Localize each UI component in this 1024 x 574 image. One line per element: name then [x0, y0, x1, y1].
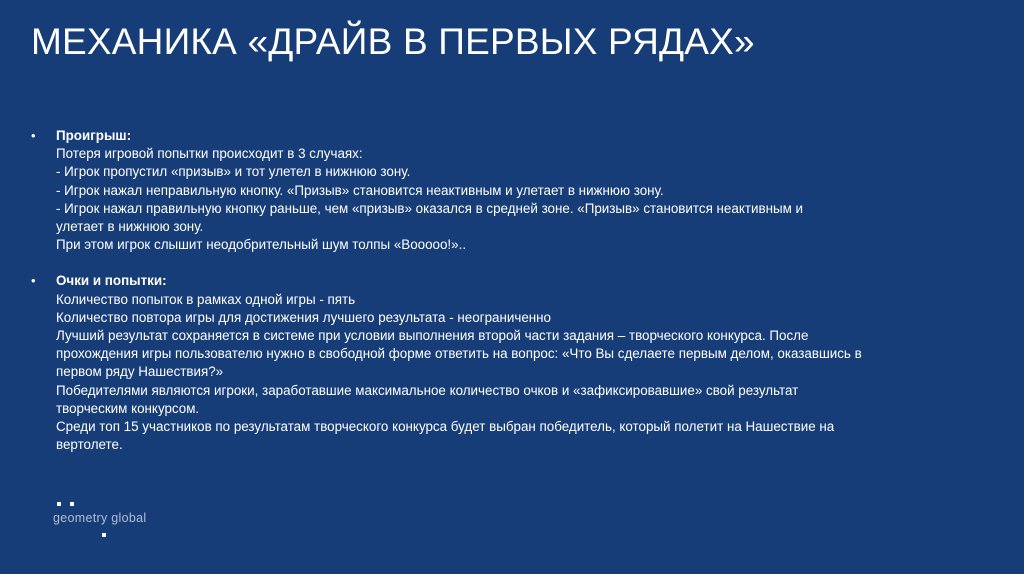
section-line: - Игрок нажал правильную кнопку раньше, чем «призыв» оказался в средней зоне. «Призыв» становится неактивным и — [56, 200, 803, 216]
section-line: первом ряду Нашествия?» — [56, 364, 224, 380]
logo-square-icon — [57, 502, 61, 506]
section-line: Количество попыток в рамках одной игры - пять — [56, 291, 356, 307]
section-line: - Игрок пропустил «призыв» и тот улетел в нижнюю зону. — [56, 164, 411, 180]
section-line: улетает в нижнюю зону. — [56, 219, 204, 235]
section-line: Победителями являются игроки, заработавшие максимальное количество очков и «зафиксировавшие» свой результат — [56, 382, 799, 398]
logo-text: geometry global — [53, 511, 147, 525]
section-line: вертолете. — [56, 437, 123, 453]
slide-title: МЕХАНИКА «ДРАЙВ В ПЕРВЫХ РЯДАХ» — [31, 21, 755, 62]
section-line: При этом игрок слышит неодобрительный шум толпы «Вооооо!».. — [56, 237, 467, 253]
logo-square-icon — [102, 533, 106, 537]
section-loss — [31, 127, 971, 254]
section-line: Количество повтора игры для достижения лучшего результата - неограниченно — [56, 309, 551, 325]
section-heading: Очки и попытки: — [56, 273, 167, 289]
company-logo — [53, 500, 173, 540]
bullet-icon: • — [31, 128, 36, 143]
bullet-icon: • — [31, 273, 36, 289]
section-heading: Проигрыш: — [56, 128, 132, 143]
slide-content — [31, 127, 971, 472]
section-line: Среди топ 15 участников по результатам творческого конкурса будет выбран победитель, который полетит на Нашествие на — [56, 419, 835, 435]
section-line: творческим конкурсом. — [56, 400, 200, 416]
section-line: прохождения игры пользователю нужно в свободной форме ответить на вопрос: «Что Вы сделаете первым делом, оказавшись в — [56, 346, 862, 362]
logo-square-icon — [70, 502, 74, 506]
section-points — [31, 272, 971, 454]
section-line: Лучший результат сохраняется в системе при условии выполнения второй части задания – творческого конкурса. После — [56, 328, 809, 344]
section-line: Потеря игровой попытки происходит в 3 случаях: — [56, 146, 363, 162]
section-line: - Игрок нажал неправильную кнопку. «Призыв» становится неактивным и улетает в нижнюю зону. — [56, 182, 664, 198]
